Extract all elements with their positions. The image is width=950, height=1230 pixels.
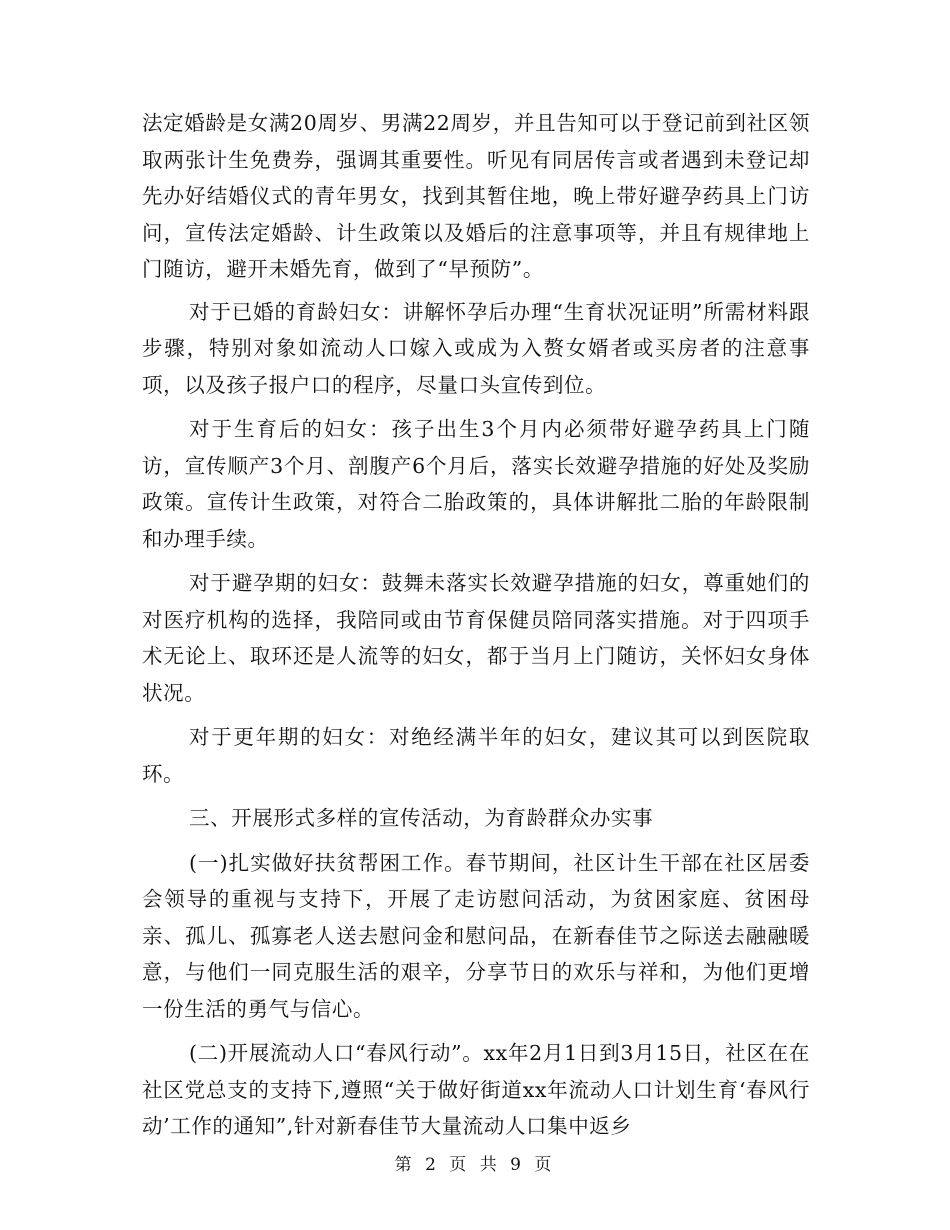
paragraph-poverty-relief: (一)扎实做好扶贫帮困工作。春节期间，社区计生干部在社区居委会领导的重视与支持下，开展了走访慰问活动，为贫困家庭、贫困母亲、孤儿、孤寡老人送去慰问金和慰问品，在新春佳节之际送去融融暖意，与他们一同克服生活的艰辛，分享节日的欢乐与祥和，为他们更增一份生活的勇气与信心。	[142, 850, 810, 1021]
document-body	[142, 105, 810, 1153]
paragraph-married-women: 对于已婚的育龄妇女：讲解怀孕后办理“生育状况证明”所需材料跟步骤，特别对象如流动人口嫁入或成为入赘女婿者或买房者的注意事项，以及孩子报户口的程序，尽量口头宣传到位。	[142, 299, 810, 397]
section-heading-three: 三、开展形式多样的宣传活动，为育龄群众办实事	[189, 806, 654, 830]
paragraph-contraception-women: 对于避孕期的妇女：鼓舞未落实长效避孕措施的妇女，尊重她们的对医疗机构的选择，我陪同或由节育保健员陪同落实措施。对于四项手术无论上、取环还是人流等的妇女，都于当月上门随访，关怀妇女身体状况。	[142, 571, 810, 705]
paragraph-postpartum-women: 对于生育后的妇女：孩子出生3个月内必须带好避孕药具上门随访，宣传顺产3个月、剖腹产6个月后，落实长效避孕措施的好处及奖励政策。宣传计生政策，对符合二胎政策的，具体讲解批二胎的年龄限制和办理手续。	[142, 417, 810, 551]
paragraph-marriage-age: 法定婚龄是女满20周岁、男满22周岁，并且告知可以于登记前到社区领取两张计生免费券，强调其重要性。听见有同居传言或者遇到未登记却先办好结婚仪式的青年男女，找到其暂住地，晚上带好避孕药具上门访问，宣传法定婚龄、计生政策以及婚后的注意事项等，并且有规律地上门随访，避开未婚先育，做到了“早预防”。	[142, 111, 810, 281]
paragraph-menopause-women: 对于更年期的妇女：对绝经满半年的妇女，建议其可以到医院取环。	[142, 725, 810, 786]
page-number-footer: 第 2 页 共 9 页	[394, 1155, 556, 1175]
paragraph-spring-breeze: (二)开展流动人口“春风行动”。xx年2月1日到3月15日，社区在在社区党总支的支持下,遵照“关于做好街道xx年流动人口计划生育‘春风行动’工作的通知”,针对新春佳节大量流动人口集中返乡	[142, 1041, 810, 1138]
